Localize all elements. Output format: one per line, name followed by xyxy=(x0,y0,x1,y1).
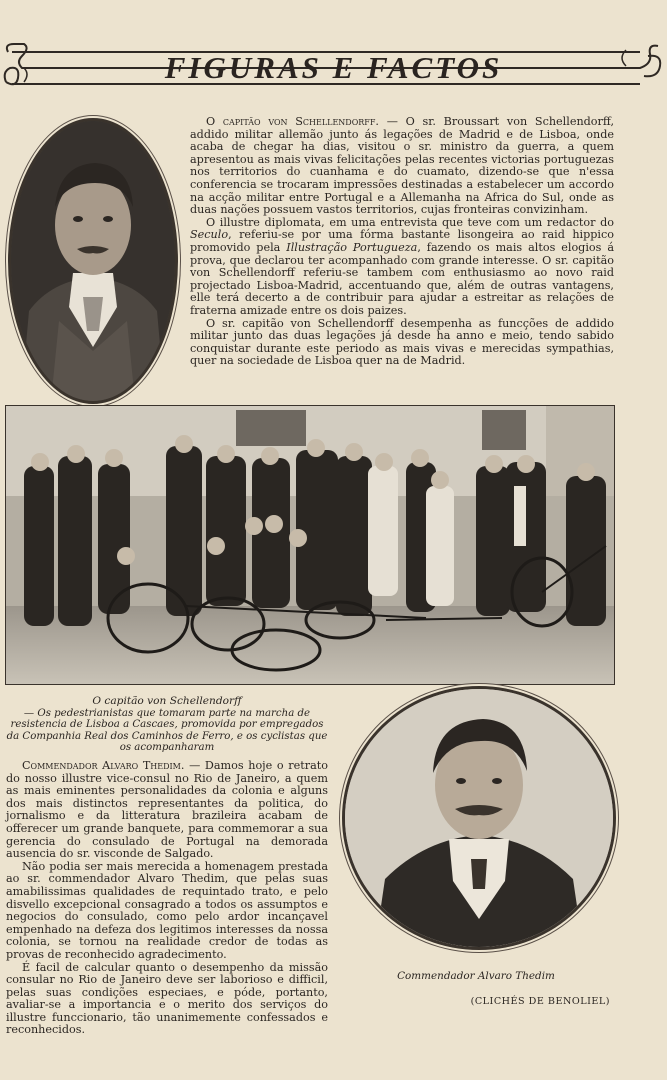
portrait-illustration xyxy=(345,689,613,947)
article2-heading: Commendador Alvaro Thedim. xyxy=(22,759,185,772)
photo-credit: (CLICHÉS DE BENOLIEL) xyxy=(470,996,610,1007)
article1-p2-seculo: Seculo xyxy=(190,228,229,242)
group-photo-illustration xyxy=(6,406,614,684)
article2-p1-text: — Damos hoje o retrato do nosso illustre vice-consul no Rio de Janeiro, a quem as mais eminentes personalidades da colonia e alguns dos mais distinctos representantes da politica, do jornalismo e da litteratura brazileira acabam de offerecer um grande banquete, para commemorar a sua gerencia do consulado de Portugal na demorada ausencia do sr. visconde de Salgado. xyxy=(6,759,328,861)
group-photo-pedestrians-cyclists xyxy=(5,405,615,685)
article1-paragraph-1 xyxy=(190,116,614,217)
group-photo-caption xyxy=(6,696,328,754)
article2-paragraph-2: Não podia ser mais merecida a homenagem prestada ao sr. commendador Alvaro Thedim, que pelas suas amabilissimas qualidades de requintado trato, e pelo disvello excepcional consagrado a todos os assumptos e negocios do consulado, como pelo ardor incançavel empenhado na defeza dos legitimos interesses da nossa colonia, se tornou na realidade credor de todas as provas de reconhecido agradecimento. xyxy=(6,859,328,961)
article1-paragraph-2 xyxy=(190,217,614,318)
article1-p2-b: , referiu-se por uma fórma bastante lisongeira ao raid hippico promovido pela xyxy=(190,228,614,254)
article2-paragraph-1 xyxy=(6,760,328,861)
article1-p1-text: — O sr. Broussart von Schellendorff, addido militar allemão junto ás legações de Madrid e de Lisboa, onde acaba de chegar ha dias, visitou o sr. ministro da guerra, a quem apresentou as mais vivas felicitações pelas recentes victorias portuguezas nos territorios do cuanhama e do cuamato, dizendo-se que n'essa conferencia se trocaram impressões destinadas a estabelecer um accordo na acção militar entre Portugal e a Allemanha na Africa do Sul, onde as duas nações possuem vastos territorios, cujas fronteiras convizinham. xyxy=(190,115,614,217)
article1-p2-a: O illustre diplomata, em uma entrevista que teve com um redactor do xyxy=(206,215,614,229)
portrait-illustration xyxy=(11,121,175,401)
portrait-alvaro-thedim xyxy=(342,686,616,950)
caption-portrait-label: O capitão von Schellendorff xyxy=(92,695,242,707)
article-von-schellendorff xyxy=(190,116,614,368)
portrait-von-schellendorff xyxy=(8,118,178,404)
caption-group-description: — Os pedestrianistas que tomaram parte na marcha de resistencia de Lisboa a Cascaes, promovida por empregados da Companhia Real dos Caminhos de Ferro, e os cyclistas que os acompanharam xyxy=(6,707,328,754)
portrait-thedim-caption: Commendador Alvaro Thedim xyxy=(397,970,555,982)
masthead-banner xyxy=(0,38,667,94)
article1-p2-ill: Illustração Portugueza xyxy=(286,240,418,254)
masthead-title: FIGURAS E FACTOS xyxy=(164,50,503,85)
article-alvaro-thedim xyxy=(6,760,328,1037)
article1-p2-c: , fazendo os mais altos elogios á prova, que declarou ter acompanhado com grande interesse. O sr. capitão von Schellendorff referiu-se tambem com enthusiasmo ao novo raid projectado Lisboa-Madrid, accentuando que, além de outras vantagens, elle terá decerto a de contribuir para ajudar a estreitar as relações de fraterna amizade entre os dois paizes. xyxy=(190,240,614,317)
article1-heading: O capitão von Schellendorff. xyxy=(206,115,379,128)
article2-paragraph-3: É facil de calcular quanto o desempenho da missão consular no Rio de Janeiro deve ser laborioso e difficil, pelas suas condições especiaes, e póde, portanto, avaliar-se a importancia e o merito dos serviços do illustre funccionario, tão unanimemente confessados e reconhecidos. xyxy=(6,960,328,1037)
article1-paragraph-3: O sr. capitão von Schellendorff desempenha as funcções de addido militar junto das duas legações já desde ha anno e meio, tendo sabido conquistar durante este periodo as mais vivas e merecidas sympathias, quer na sociedade de Lisboa quer na de Madrid. xyxy=(190,316,614,368)
